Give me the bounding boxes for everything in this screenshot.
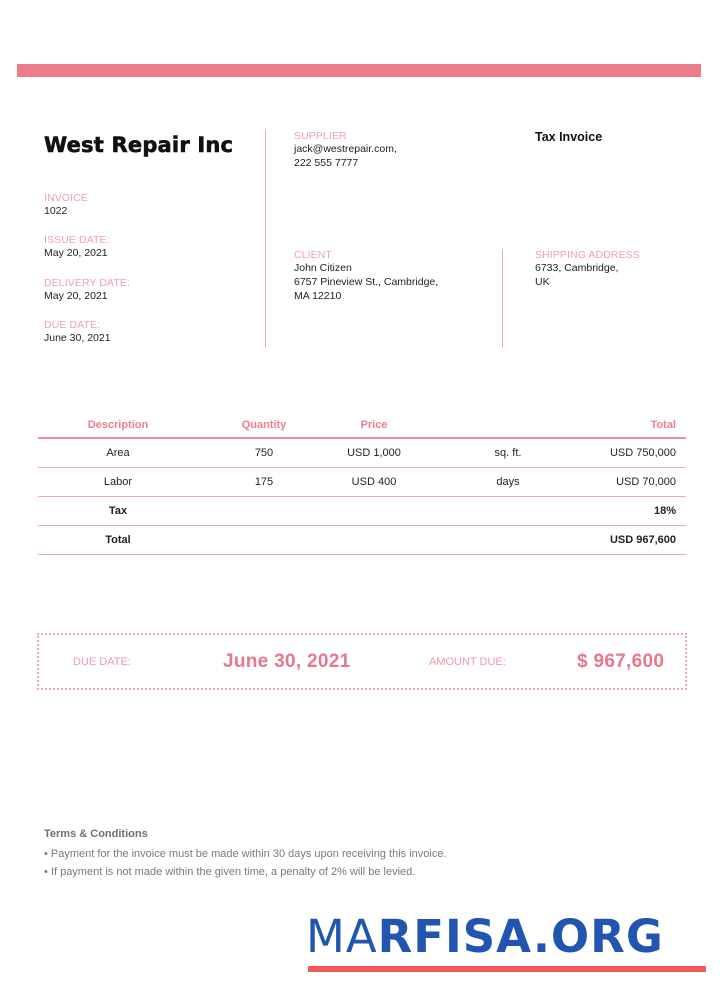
row-quantity: 175 — [254, 476, 274, 488]
header-accent-bar — [17, 64, 701, 77]
row-unit: days — [496, 476, 520, 488]
row-price: USD 400 — [351, 476, 397, 488]
table-row — [38, 468, 686, 497]
client-label: CLIENT — [294, 249, 332, 261]
supplier-block — [294, 130, 397, 170]
amount-due-label: AMOUNT DUE: — [429, 655, 506, 668]
watermark-part: MA — [306, 910, 378, 963]
row-quantity: 750 — [254, 447, 274, 459]
watermark-logo — [306, 910, 664, 964]
watermark-part: .ORG — [532, 910, 664, 963]
supplier-label: SUPPLIER — [294, 130, 347, 142]
shipping-address-line2: UK — [535, 276, 550, 288]
header-price: Price — [360, 419, 388, 431]
column-divider — [502, 250, 503, 348]
watermark-part: RFISA — [377, 910, 533, 963]
row-description: Total — [105, 534, 131, 546]
shipping-block — [535, 249, 640, 289]
invoice-label: INVOICE — [44, 192, 88, 204]
issue-date-block — [44, 234, 110, 260]
table-row-total — [38, 526, 686, 555]
invoice-number-block — [44, 192, 88, 218]
row-total: 18% — [653, 505, 676, 517]
line-items-table — [38, 413, 686, 555]
delivery-date-block — [44, 277, 130, 303]
row-description: Area — [106, 447, 130, 459]
payment-summary-box — [37, 633, 687, 690]
delivery-date: May 20, 2021 — [44, 290, 108, 302]
header-quantity: Quantity — [241, 419, 287, 431]
row-unit: sq. ft. — [494, 447, 522, 459]
row-description: Labor — [103, 476, 133, 488]
shipping-address-line1: 6733, Cambridge, — [535, 262, 619, 274]
table-header — [38, 413, 686, 439]
header-total: Total — [650, 419, 676, 431]
invoice-number: 1022 — [44, 205, 68, 217]
summary-due-date: June 30, 2021 — [223, 650, 351, 672]
row-price: USD 1,000 — [347, 447, 401, 459]
terms-item: • Payment for the invoice must be made within 30 days upon receiving this invoice. — [44, 848, 447, 860]
summary-due-date-label: DUE DATE: — [73, 655, 131, 668]
company-name: West Repair Inc — [44, 133, 234, 157]
client-block — [294, 249, 438, 303]
table-row — [38, 439, 686, 468]
document-type-title: Tax Invoice — [535, 130, 603, 144]
client-address-line1: 6757 Pineview St., Cambridge, — [294, 276, 439, 288]
amount-due: $ 967,600 — [577, 650, 665, 672]
header-description: Description — [87, 419, 149, 431]
row-total: USD 70,000 — [616, 476, 676, 488]
issue-date: May 20, 2021 — [44, 247, 108, 259]
client-address-line2: MA 12210 — [294, 290, 342, 302]
supplier-email: jack@westrepair.com, — [294, 143, 397, 155]
client-name: John Citizen — [294, 262, 352, 274]
table-row-tax — [38, 497, 686, 526]
watermark-underline — [308, 966, 706, 972]
delivery-date-label: DELIVERY DATE: — [44, 277, 131, 289]
row-total: USD 750,000 — [609, 447, 676, 459]
due-date: June 30, 2021 — [44, 332, 111, 344]
shipping-label: SHIPPING ADDRESS — [535, 249, 640, 261]
terms-item: • If payment is not made within the given time, a penalty of 2% will be levied. — [44, 866, 416, 878]
column-divider — [265, 130, 266, 348]
supplier-phone: 222 555 7777 — [294, 157, 359, 169]
due-date-label: DUE DATE: — [44, 319, 101, 331]
row-total: USD 967,600 — [609, 534, 676, 546]
issue-date-label: ISSUE DATE: — [44, 234, 110, 246]
due-date-block — [44, 319, 111, 345]
terms-title: Terms & Conditions — [44, 828, 148, 840]
row-description: Tax — [108, 505, 128, 517]
